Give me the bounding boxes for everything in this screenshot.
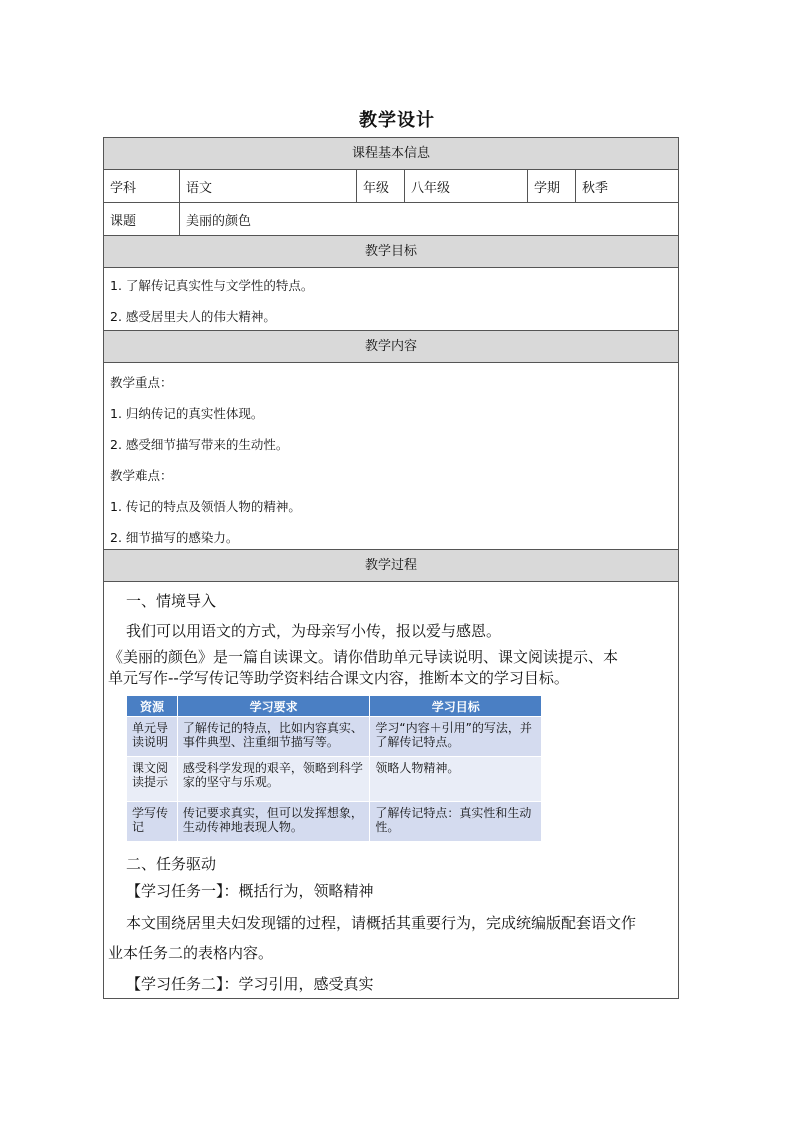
section-heading-2: 二、任务驱动: [126, 855, 217, 873]
goal-item: 2. 感受居里夫人的伟大精神。: [110, 309, 276, 324]
intro-paragraph-2-line2: 单元写作--学写传记等助学资料结合课文内容，推断本文的学习目标。: [108, 669, 569, 687]
grade-value: 八年级: [405, 170, 528, 202]
process-title: 教学过程: [364, 558, 417, 573]
intro-paragraph-2-line1: 《美丽的颜色》是一篇自读课文。请你借助单元导读说明、课文阅读提示、本: [108, 648, 619, 666]
table-cell: 传记要求真实，但可以发挥想象，生动传神地表现人物。: [177, 802, 370, 842]
table-cell: 感受科学发现的艰辛，领略到科学家的坚守与乐观。: [177, 757, 370, 802]
content-header: [104, 331, 678, 363]
grade-label: 年级: [357, 170, 405, 202]
key-point-item: 2. 感受细节描写带来的生动性。: [110, 437, 289, 452]
key-point-item: 1. 归纳传记的真实性体现。: [110, 406, 264, 421]
table-cell: 单元导读说明: [127, 717, 178, 757]
goal-item: 1. 了解传记真实性与文学性的特点。: [110, 278, 314, 293]
task-2-heading: 【学习任务二】：学习引用，感受真实: [126, 975, 374, 993]
process-header: [104, 550, 678, 582]
resource-table: [126, 695, 542, 842]
topic-label: 课题: [104, 203, 180, 235]
task-1-paragraph-line1: 本文围绕居里夫妇发现镭的过程，请概括其重要行为，完成统编版配套语文作: [126, 914, 637, 932]
difficult-points-label: 教学难点：: [110, 468, 173, 483]
goals-body: [104, 268, 678, 331]
task-1-paragraph-line2: 业本任务二的表格内容。: [108, 944, 274, 962]
topic-value: 美丽的颜色: [186, 213, 252, 229]
column-header: 资源: [127, 696, 178, 717]
table-row: [127, 802, 542, 842]
table-cell: 学习“内容＋引用”的写法，并了解传记特点。: [370, 717, 542, 757]
content-body: [104, 363, 678, 550]
goals-title: 教学目标: [364, 244, 417, 259]
term-value: 秋季: [582, 180, 609, 196]
basic-info-title: 课程基本信息: [351, 146, 430, 161]
difficult-point-item: 1. 传记的特点及领悟人物的精神。: [110, 499, 301, 514]
subject-label: 学科: [104, 170, 180, 202]
goals-header: [104, 236, 678, 268]
section-heading-1: 一、情境导入: [126, 592, 217, 610]
table-row: [127, 757, 542, 802]
key-points-label: 教学重点：: [110, 375, 173, 390]
task-1-heading: 【学习任务一】：概括行为，领略精神: [126, 882, 374, 900]
content-title: 教学内容: [364, 339, 417, 354]
page-title: 教学设计: [359, 110, 435, 131]
table-cell: 领略人物精神。: [370, 757, 542, 802]
basic-info-header: [104, 138, 678, 170]
column-header: 学习目标: [370, 696, 542, 717]
table-cell: 学写传记: [127, 802, 178, 842]
difficult-point-item: 2. 细节描写的感染力。: [110, 530, 239, 545]
column-header: 学习要求: [177, 696, 370, 717]
table-cell: 了解传记的特点，比如内容真实、事件典型、注重细节描写等。: [177, 717, 370, 757]
subject-row: [104, 170, 678, 203]
intro-paragraph: 我们可以用语文的方式，为母亲写小传，报以爱与感恩。: [126, 622, 502, 640]
subject-value: 语文: [180, 170, 357, 202]
topic-row: [104, 203, 678, 236]
table-row: [127, 717, 542, 757]
term-label: 学期: [528, 170, 576, 202]
resource-table-header: [127, 696, 542, 717]
table-cell: 课文阅读提示: [127, 757, 178, 802]
table-cell: 了解传记特点：真实性和生动性。: [370, 802, 542, 842]
